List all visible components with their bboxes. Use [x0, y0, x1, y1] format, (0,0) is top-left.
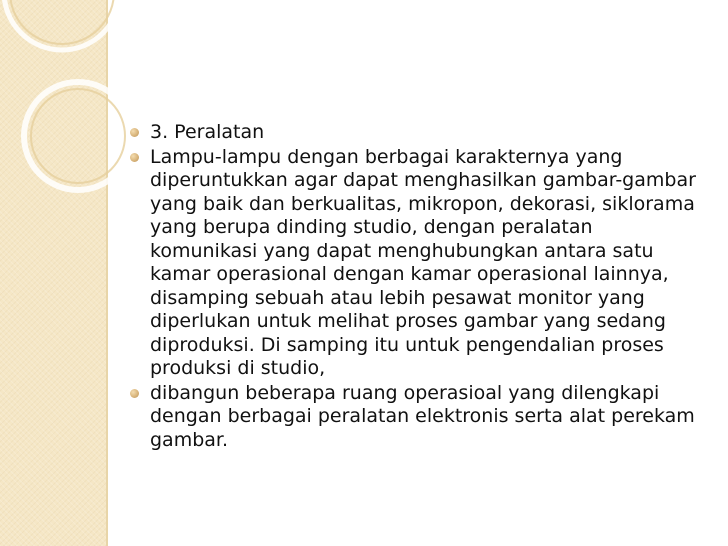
decorative-circle-small-shadow — [31, 89, 125, 183]
slide-content — [128, 121, 703, 453]
bullet-text: 3. Peralatan — [150, 121, 265, 143]
bullet-item — [128, 382, 703, 453]
bullet-dot-icon — [130, 153, 139, 162]
bullet-item — [128, 121, 703, 145]
bullet-text: dibangun beberapa ruang operasioal yang dilengkapi dengan berbagai peralatan elektronis serta alat perekam gambar. — [150, 381, 695, 451]
decorative-circles — [0, 0, 140, 200]
bullet-dot-icon — [130, 389, 139, 398]
decorative-circle-small — [24, 82, 132, 190]
bullet-text: Lampu-lampu dengan berbagai karakternya yang diperuntukkan agar dapat menghasilkan gambar-gambar yang baik dan berkualitas, mikropon, dekorasi, siklorama yang berupa dinding studio, dengan peralatan komunikasi yang dapat menghubungkan antara satu kamar operasional dengan kamar operasional lainnya, disamping sebuah atau lebih pesawat monitor yang diperlukan untuk melihat proses gambar yang sedang diproduksi. Di samping itu untuk pengendalian proses produksi di studio, — [150, 145, 696, 379]
bullet-list — [128, 121, 703, 452]
bullet-dot-icon — [130, 128, 139, 137]
bullet-item — [128, 146, 703, 381]
